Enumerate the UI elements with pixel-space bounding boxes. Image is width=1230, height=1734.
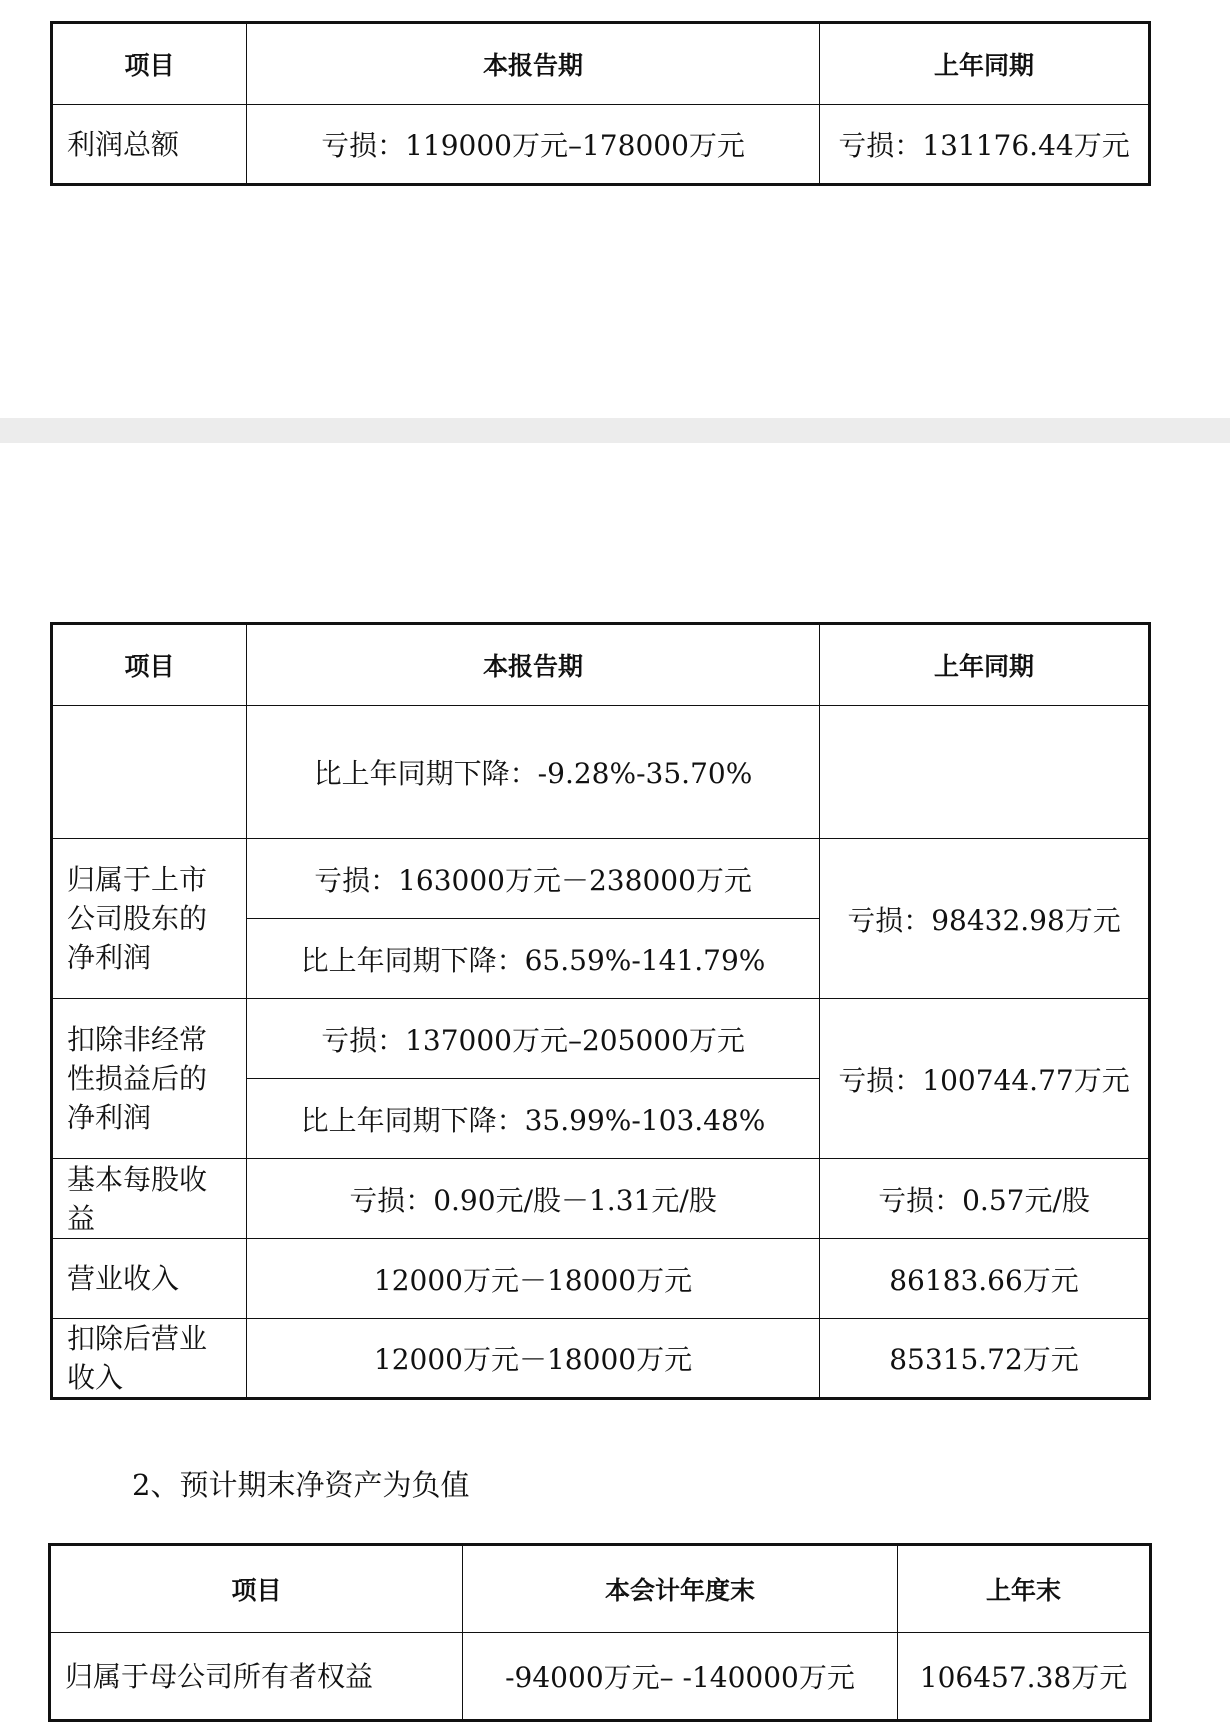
header-item: 项目: [52, 624, 247, 706]
header-prior-year: 上年同期: [820, 624, 1150, 706]
prior-value: 亏损：0.57元/股: [820, 1159, 1150, 1239]
header-prior-year: 上年同期: [820, 23, 1150, 105]
row-label: 基本每股收益: [52, 1159, 247, 1239]
current-value: 亏损：119000万元–178000万元: [247, 105, 820, 185]
table-row: [52, 105, 1150, 185]
current-value: 亏损：0.90元/股－1.31元/股: [247, 1159, 820, 1239]
header-current-period: 本报告期: [247, 23, 820, 105]
table-row: [52, 1239, 1150, 1319]
table-row: [52, 839, 1150, 919]
row-label: 扣除非经常性损益后的净利润: [52, 999, 247, 1159]
section-heading: 2、预计期末净资产为负值: [132, 1468, 470, 1502]
net-profit-table: [50, 622, 1151, 1400]
header-item: 项目: [50, 1545, 463, 1633]
row-label: 归属于母公司所有者权益: [50, 1633, 463, 1721]
row-label: 扣除后营业收入: [52, 1319, 247, 1399]
table-header-row: [52, 23, 1150, 105]
current-value: 12000万元－18000万元: [247, 1319, 820, 1399]
table-header-row: [52, 624, 1150, 706]
current-value: 亏损：163000万元－238000万元: [247, 839, 820, 919]
table-row: [52, 1159, 1150, 1239]
current-value: 比上年同期下降：-9.28%-35.70%: [247, 706, 820, 839]
prior-value: 亏损：100744.77万元: [820, 999, 1150, 1159]
table-row: [52, 1319, 1150, 1399]
page-break-gap: [0, 418, 1230, 443]
current-value: 亏损：137000万元–205000万元: [247, 999, 820, 1079]
row-label: 归属于上市公司股东的净利润: [52, 839, 247, 999]
header-current-year-end: 本会计年度末: [463, 1545, 898, 1633]
current-value: -94000万元– -140000万元: [463, 1633, 898, 1721]
row-label: 营业收入: [52, 1239, 247, 1319]
prior-value: 亏损：98432.98万元: [820, 839, 1150, 999]
header-prior-year-end: 上年末: [898, 1545, 1151, 1633]
table-row: [50, 1633, 1151, 1721]
current-change: 比上年同期下降：65.59%-141.79%: [247, 919, 820, 999]
prior-value: 亏损：131176.44万元: [820, 105, 1150, 185]
net-assets-table: [48, 1543, 1152, 1722]
profit-total-table: [50, 21, 1151, 186]
table-header-row: [50, 1545, 1151, 1633]
prior-value: 106457.38万元: [898, 1633, 1151, 1721]
row-label: [52, 706, 247, 839]
header-current-period: 本报告期: [247, 624, 820, 706]
prior-value: 85315.72万元: [820, 1319, 1150, 1399]
table-row: [52, 706, 1150, 839]
table-row: [52, 999, 1150, 1079]
current-value: 12000万元－18000万元: [247, 1239, 820, 1319]
current-change: 比上年同期下降：35.99%-103.48%: [247, 1079, 820, 1159]
header-item: 项目: [52, 23, 247, 105]
prior-value: 86183.66万元: [820, 1239, 1150, 1319]
prior-value: [820, 706, 1150, 839]
row-label: 利润总额: [52, 105, 247, 185]
